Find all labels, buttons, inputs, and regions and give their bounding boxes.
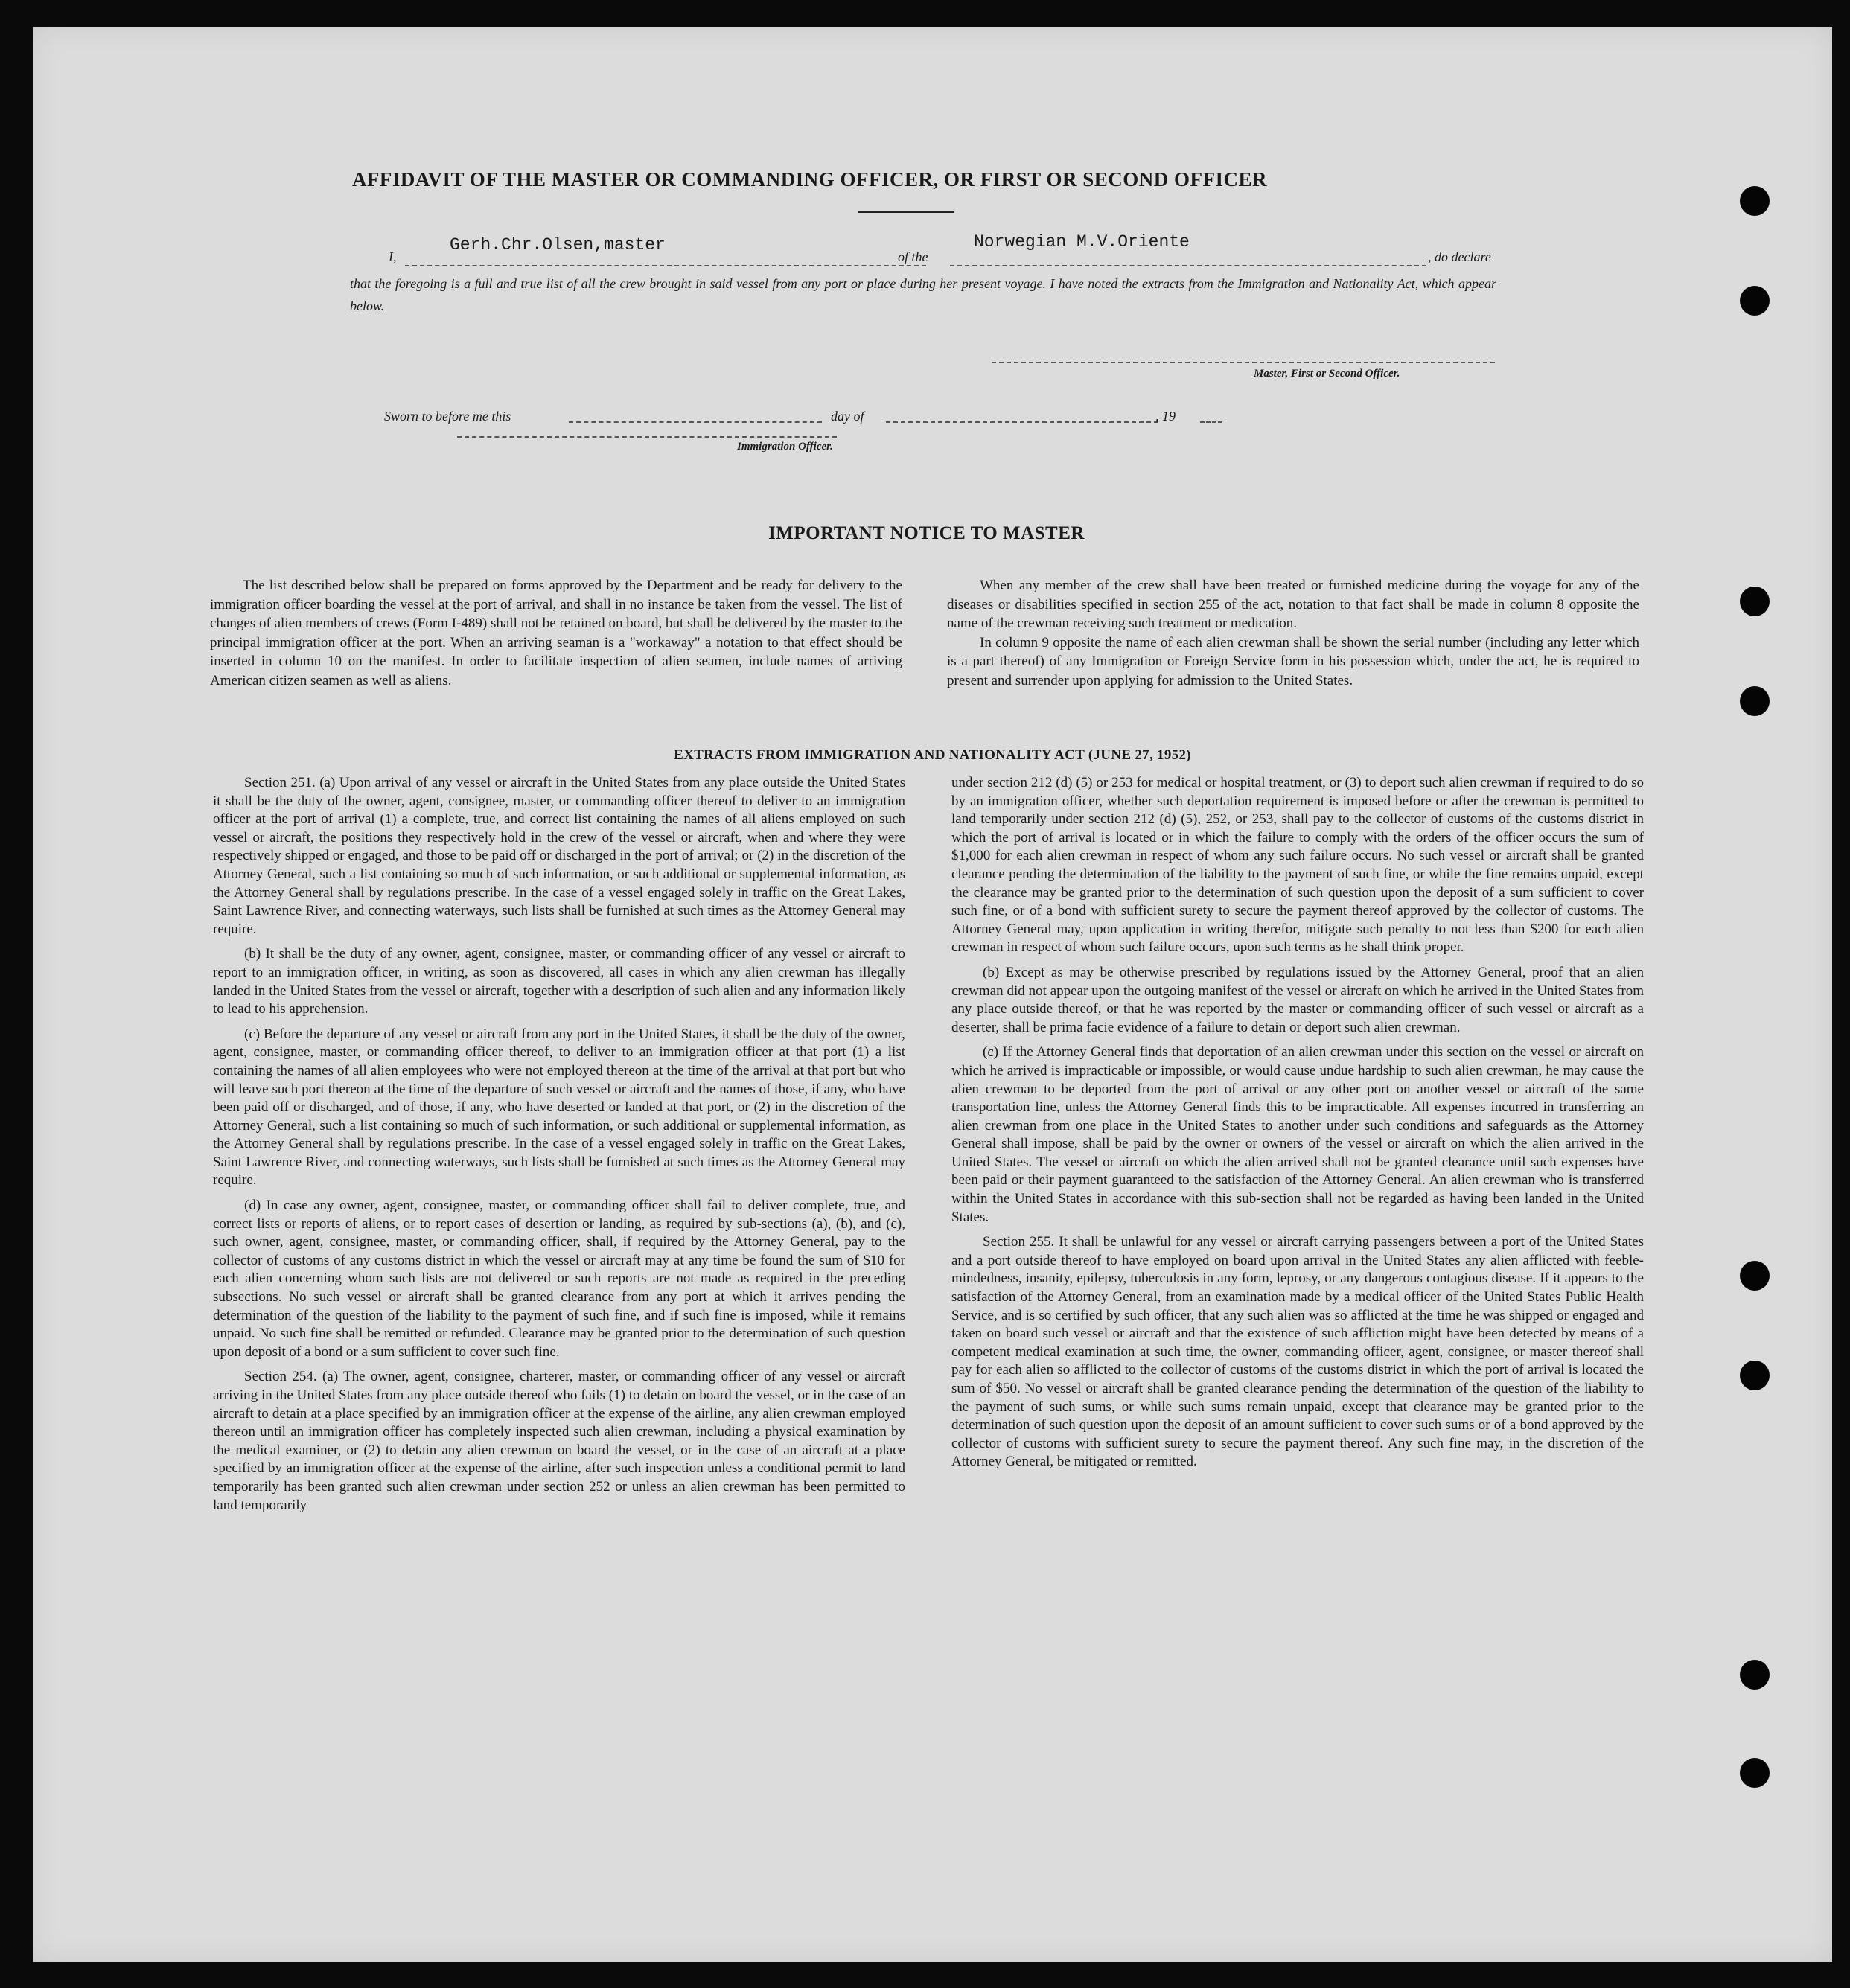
notice-title: IMPORTANT NOTICE TO MASTER (768, 523, 1085, 543)
punch-hole (1740, 1361, 1770, 1390)
punch-hole (1740, 686, 1770, 716)
signature-line (992, 362, 1495, 363)
section-254a-continued: under section 212 (d) (5) or 253 for medical or hospital treatment, or (3) to deport such alien crewman if required to do so by an immigration officer, whether such deportation requirement is imposed before or after the crewman is permitted to land temporarily under section 212 (d) (5), 252, or 253, shall pay to the collector of customs of the customs district in which the port of arrival is located or in which the failure to comply with the orders of the officer occurs the sum of $1,000 for each alien crewman in respect of whom any such failure occurs. No such vessel or aircraft shall be granted clearance pending the determination of the liability to the payment of such fine, or while the fine remains unpaid, except the clearance may be granted prior to the determination of such question upon the deposit of a sum sufficient to cover such fine, or of a bond with sufficient surety to secure the payment thereof approved by the collector of customs. The Attorney General may, upon application in writing therefor, mitigate such penalty to not less than $200 for each alien crewman in respect of whom such failure occurs, upon such terms as he shall think proper. (951, 775, 1644, 956)
master-name-field: Gerh.Chr.Olsen,master (450, 235, 666, 255)
extracts-left-column (213, 774, 905, 1521)
affidavit-body: that the foregoing is a full and true list of all the crew brought in said vessel from any port or place during her present voyage. I have noted the extracts from the Immigration and Nationality Act, which appear below. (350, 276, 1496, 313)
affidavit-title: AFFIDAVIT OF THE MASTER OR COMMANDING OFFICER, OR FIRST OR SECOND OFFICER (351, 168, 1268, 191)
extracts-title: EXTRACTS FROM IMMIGRATION AND NATIONALITY ACT (JUNE 27, 1952) (674, 747, 1191, 763)
section-254a: Section 254. (a) The owner, agent, consignee, charterer, master, or commanding officer of any vessel or aircraft arriving in the United States from any place outside thereof who fails (1) to detain on board the vessel, or in the case of an aircraft to detain at a place specified by an immigration officer at the expense of the airline, any alien crewman employed thereon until an immigration officer has completely inspected such alien crewman, including a physical examination by the medical examiner, or (2) to detain any alien crewman on board the vessel, or in the case of an aircraft at a place specified by an immigration officer at the expense of the airline, after such inspection unless a conditional permit to land temporarily has been granted such alien crewman under section 252 or unless an alien crewman has been permitted to land temporarily (213, 1369, 905, 1513)
section-251c: (c) Before the departure of any vessel or aircraft from any port in the United States, it shall be the duty of the owner, agent, consignee, master, or commanding officer thereof, to deliver to an immigration officer at that port (1) a list containing the names of all alien employees who were not employed thereon at the time of the arrival at that port but who will leave such port thereon at the time of the departure of such vessel or aircraft and the names of those, if any, who have been paid off or discharged, and of those, if any, who have deserted or landed at that port, or (2) in the discretion of the Attorney General, such a list containing so much of such information, or such additional or supplemental information, as the Attorney General shall by regulations prescribe. In the case of a vessel engaged solely in traffic on the Great Lakes, Saint Lawrence River, and connecting waterways, such lists shall be furnished at such times as the Attorney General may require. (213, 1026, 905, 1189)
section-251a: Section 251. (a) Upon arrival of any vessel or aircraft in the United States from any place outside the United States it shall be the duty of the owner, agent, consignee, master, or commanding officer thereof to deliver to an immigration officer at the port of arrival (1) a complete, true, and correct list containing the names of all aliens employed on such vessel or aircraft, the positions they respectively hold in the crew of the vessel or aircraft, when and where they were respectively shipped or engaged, and those to be paid off or discharged in the port of arrival; or (2) in the discretion of the Attorney General, such a list containing so much of such information, or such additional or supplemental information, as the Attorney General shall by regulations prescribe. In the case of a vessel engaged solely in traffic on the Great Lakes, Saint Lawrence River, and connecting waterways, such lists shall be furnished at such times as the Attorney General may require. (213, 775, 905, 937)
document-page (33, 27, 1832, 1962)
section-251b: (b) It shall be the duty of any owner, agent, consignee, master, or commanding officer of any vessel or aircraft to report to an immigration officer, in writing, as soon as discovered, all cases in which any alien crewman has illegally landed in the United States from the vessel or aircraft, together with a description of such alien and any information likely to lead to his apprehension. (213, 946, 905, 1017)
section-255: Section 255. It shall be unlawful for any vessel or aircraft carrying passengers between a port of the United States and a port outside thereof to have employed on board upon arrival in the United States any alien afflicted with feeble-mindedness, insanity, epilepsy, tuberculosis in any form, leprosy, or any dangerous contagious disease. If it appears to the satisfaction of the Attorney General, from an examination made by a medical officer of the United States Public Health Service, and is so certified by such officer, that any such alien was so afflicted at the time he was shipped or engaged and taken on board such vessel or aircraft and that the existence of such affliction might have been detected by means of a competent medical examination at such time, the owner, commanding officer, agent, consignee, or master thereof shall pay for each alien so afflicted to the collector of customs of the customs district in which the port of arrival is located the sum of $50. No vessel or aircraft shall be granted clearance pending the determination of the question of the liability to the payment of such sums, or while such sums remain unpaid, except that clearance may be granted prior to the determination of such question upon the deposit of an amount sufficient to cover such sums or of a bond approved by the collector of customs with sufficient surety to secure the payment thereof. Any such fine may, in the discretion of the Attorney General, be mitigated or remitted. (951, 1234, 1644, 1470)
title-rule (858, 211, 954, 213)
officer-signature-line (457, 436, 837, 438)
vessel-name-field: Norwegian M.V.Oriente (974, 232, 1190, 252)
punch-hole (1740, 1758, 1770, 1788)
notice-paragraph: When any member of the crew shall have been treated or furnished medicine during the voyage for any of the diseases or disabilities specified in section 255 of the act, notation to that fact shall be made in column 8 opposite the name of the crewman receiving such treatment or medication. (947, 578, 1639, 631)
do-declare-label: , do declare (1428, 249, 1491, 264)
of-the-label: of the (898, 249, 928, 264)
notice-left-column (210, 576, 902, 690)
signature-caption: Master, First or Second Officer. (1254, 368, 1400, 380)
punch-hole (1740, 186, 1770, 216)
year-line (1200, 421, 1222, 423)
punch-hole (1740, 1261, 1770, 1291)
punch-hole (1740, 587, 1770, 616)
year-label: , 19 (1155, 409, 1176, 424)
notice-paragraph: In column 9 opposite the name of each alien crewman shall be shown the serial number (including any letter which is a part thereof) of any Immigration or Foreign Service form in his possession which, under the act, he is required to present and surrender upon applying for admission to the United States. (947, 634, 1639, 688)
officer-caption: Immigration Officer. (737, 441, 833, 453)
punch-hole (1740, 286, 1770, 316)
day-of-label: day of (831, 409, 864, 424)
section-254b: (b) Except as may be otherwise prescribed by regulations issued by the Attorney General, proof that an alien crewman did not appear upon the outgoing manifest of the vessel or aircraft on which he arrived in the United States from any place outside thereof, or that he was reported by the master or commanding officer of such vessel or aircraft as a deserter, shall be prima facie evidence of a failure to detain or deport such alien crewman. (951, 964, 1644, 1035)
notice-right-column (947, 576, 1639, 690)
section-251d: (d) In case any owner, agent, consignee, master, or commanding officer shall fail to deliver complete, true, and correct lists or reports of aliens, or to report cases of desertion or landing, as required by sub-sections (a), (b), and (c), such owner, agent, consignee, master, or commanding officer, shall, if required by the Attorney General, pay to the collector of customs of any customs district in which the vessel or aircraft may at any time be found the sum of $10 for each alien concerning whom such lists are not delivered or such reports are not made as required in the preceding subsections. No such vessel or aircraft shall be granted clearance from any port at which it arrives pending the determination of the question of the liability to the payment of such fine, and if such fine is imposed, while it remains unpaid. No such fine shall be remitted or refunded. Clearance may be granted prior to the determination of such question upon deposit of a bond or a sum sufficient to cover such fine. (213, 1198, 905, 1360)
declarant-label: I, (389, 249, 397, 264)
vessel-line (950, 265, 1426, 266)
sworn-month-line (886, 421, 1158, 423)
notice-paragraph: The list described below shall be prepared on forms approved by the Department and be ready for delivery to the immigration officer boarding the vessel at the port of arrival, and shall in no instance be taken from the vessel. The list of changes of alien members of crews (Form I-489) shall not be retained on board, but shall be delivered by the master to the principal immigration officer at the port. When an arriving seaman is a "workaway" a notation to that effect should be inserted in column 10 on the manifest. In order to facilitate inspection of alien seamen, include names of arriving American citizen seamen as well as aliens. (210, 578, 902, 688)
punch-hole (1740, 1660, 1770, 1690)
sworn-day-line (569, 421, 822, 423)
sworn-label: Sworn to before me this (384, 409, 511, 424)
section-254c: (c) If the Attorney General finds that deportation of an alien crewman under this section on the vessel or aircraft on which he arrived is impracticable or impossible, or would cause undue hardship to such alien crewman, he may cause the alien crewman to be deported from the port of arrival or any other port on another vessel or aircraft of the same transportation line, unless the Attorney General finds this to be impracticable. All expenses incurred in transferring an alien crewman from one place in the United States to another under such conditions and safeguards as the Attorney General shall impose, shall be paid by the owner or owners of the vessel or aircraft on which the alien arrived in the United States. The vessel or aircraft on which the alien arrived shall not be granted clearance until such expenses have been paid or their payment guaranteed to the satisfaction of the Attorney General. An alien crewman who is transferred within the United States in accordance with this sub-section shall not be regarded as having been landed in the United States. (951, 1044, 1644, 1225)
extracts-right-column (951, 774, 1644, 1478)
name-line (405, 265, 926, 266)
